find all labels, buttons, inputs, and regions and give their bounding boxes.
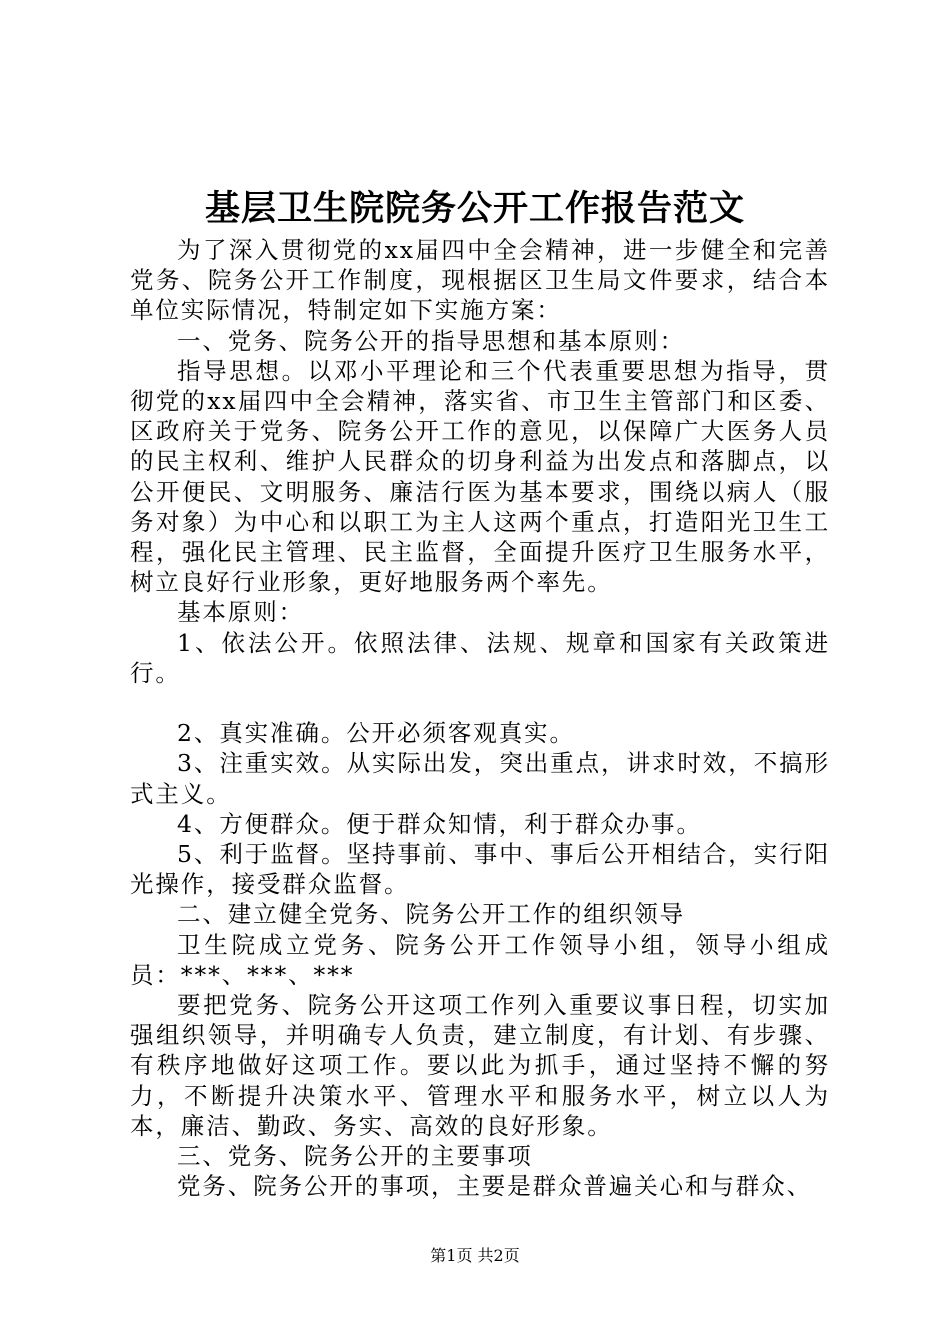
paragraph-leading-group: 卫生院成立党务、院务公开工作领导小组，领导小组成员：***、***、***: [130, 930, 830, 989]
paragraph-basic-principles: 基本原则：: [177, 598, 304, 627]
paragraph-guiding-thought: 指导思想。以邓小平理论和三个代表重要思想为指导，贯彻党的xx届四中全会精神，落实省、市卫生主管部门和区委、区政府关于党务、院务公开工作的意见，以保障广大医务人员的民主权利、维护人民群众的切身利益为出发点和落脚点，以公开便民、文明服务、廉洁行医为基本要求，围绕以病人（服务对象）为中心和以职工为主人这两个重点，打造阳光卫生工程，强化民主管理、民主监督，全面提升医疗卫生服务水平，树立良好行业形象，更好地服务两个率先。: [130, 356, 830, 597]
page-indicator: 第1页 共2页: [430, 1246, 520, 1265]
paragraph-organization: 要把党务、院务公开这项工作列入重要议事日程，切实加强组织领导，并明确专人负责，建立制度，有计划、有步骤、有秩序地做好这项工作。要以此为抓手，通过坚持不懈的努力，不断提升决策水平、管理水平和服务水平，树立以人为本，廉洁、勤政、务实、高效的良好形象。: [130, 991, 830, 1140]
principle-item-4: 4、方便群众。便于群众知情，利于群众办事。: [177, 809, 702, 838]
section-heading-3: 三、党务、院务公开的主要事项: [177, 1142, 533, 1171]
document-body: [130, 235, 830, 1201]
document-title: 基层卫生院院务公开工作报告范文: [204, 188, 745, 229]
paragraph-intro: 为了深入贯彻党的xx届四中全会精神，进一步健全和完善党务、院务公开工作制度，现根据区卫生局文件要求，结合本单位实际情况，特制定如下实施方案：: [130, 236, 830, 325]
section-heading-1: 一、党务、院务公开的指导思想和基本原则：: [177, 326, 685, 355]
paragraph-main-items: 党务、院务公开的事项，主要是群众普遍关心和与群众、: [177, 1172, 812, 1201]
principle-item-5: 5、利于监督。坚持事前、事中、事后公开相结合，实行阳光操作，接受群众监督。: [130, 840, 830, 899]
principle-item-3: 3、注重实效。从实际出发，突出重点，讲求时效，不搞形式主义。: [130, 749, 830, 808]
principle-item-2: 2、真实准确。公开必须客观真实。: [177, 719, 575, 748]
principle-item-1: 1、依法公开。依照法律、法规、规章和国家有关政策进行。: [130, 628, 830, 687]
section-heading-2: 二、建立健全党务、院务公开工作的组织领导: [177, 900, 685, 929]
blank-line: [130, 688, 830, 718]
